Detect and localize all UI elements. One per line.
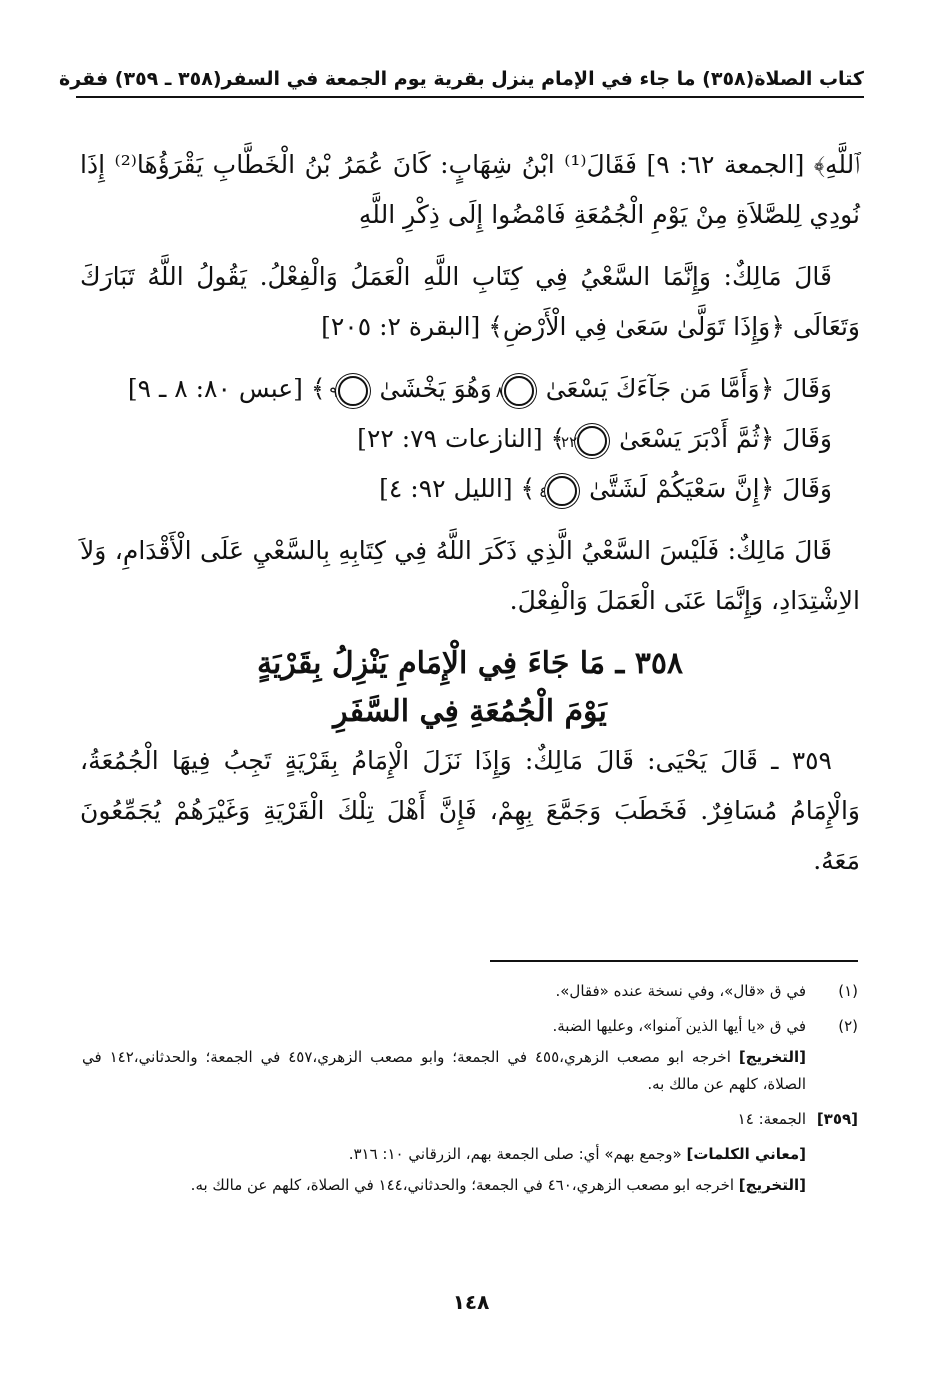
running-header (59, 58, 864, 98)
main-text (80, 140, 860, 886)
takhrij-text: اخرجه ابو مصعب الزهري،٤٦٠ في الجمعة؛ والحدثاني،١٤٤ في الصلاة، كلهم عن مالك به. (190, 1176, 735, 1194)
header-paragraph-range: (٣٥٨ ـ ٣٥٩) فقرة (59, 68, 222, 90)
quote-abasa-start: وَقَالَ ﴿وَأَمَّا مَن جَآءَكَ يَسْعَىٰ (545, 374, 832, 403)
footnote-1 (82, 978, 858, 1005)
maani-text: «وجمع بهم» أي: صلى الجمعة بهم، الزرقاني ١٠: ٣١٦. (348, 1145, 682, 1163)
quote-abasa (80, 364, 860, 414)
quote-layl-end: ﴾ [الليل ٩٢: ٤] (379, 474, 536, 503)
verse-number-marker: ٤ (547, 476, 577, 506)
footnote-number: (٢) (838, 1017, 858, 1035)
quote-layl-start: وَقَالَ ﴿إِنَّ سَعْيَكُمْ لَشَتَّىٰ (589, 474, 832, 503)
header-book-title: كتاب الصلاة (754, 68, 864, 90)
takhrij-label: [التخريج] (738, 1048, 807, 1066)
section-heading-358 (80, 640, 860, 736)
footnote-text: في ق «قال»، وفي نسخة عنده «فقال». (555, 982, 806, 1000)
footnote-separator (490, 960, 858, 962)
paragraph-malik-conclusion: قَالَ مَالِكٌ: فَلَيْسَ السَّعْيُ الَّذِي ذَكَرَ اللَّهُ فِي كِتَابِهِ بِالسَّعْيِ عَلَى الْأَقْدَامِ، وَلاَ الاِشْتِدَادِ، وَإِنَّمَا عَنَى الْعَمَلَ وَالْفِعْلَ. (80, 536, 860, 615)
footnotes (82, 978, 858, 1199)
footnote-text: في ق «يا أيها الذين آمنوا»، وعليها الضبة. (552, 1017, 806, 1035)
takhrij-text: اخرجه ابو مصعب الزهري،٤٥٥ في الجمعة؛ وابو مصعب الزهري،٤٥٧ في الجمعة؛ والحدثاني،١٤٢ في الصلاة، كلهم عن مالك به. (82, 1048, 806, 1093)
page-number: ١٤٨ (452, 1290, 490, 1314)
maani-359 (82, 1141, 858, 1168)
takhrij-label: [التخريج] (738, 1176, 806, 1194)
reference-number: [٣٥٩] (816, 1110, 858, 1128)
verse-number-marker: ٢٢ (577, 426, 607, 456)
reference-359 (82, 1106, 858, 1133)
verse-number-marker: ٩ (338, 376, 368, 406)
footnote-2 (82, 1013, 858, 1040)
footnote-number: (١) (838, 982, 858, 1000)
section-heading-line-1: ٣٥٨ ـ مَا جَاءَ فِي الْإِمَامِ يَنْزِلُ بِقَرْيَةٍ (256, 646, 684, 681)
reference-text: الجمعة: ١٤ (737, 1110, 806, 1128)
quote-naziat-end: ﴾ [النازعات ٧٩: ٢٢] (357, 424, 566, 453)
header-chapter-title: (٣٥٨) ما جاء في الإمام ينزل بقرية يوم الجمعة في السفر (221, 68, 755, 90)
paragraph-malik-saee: قَالَ مَالِكٌ: وَإِنَّمَا السَّعْيُ فِي كِتَابِ اللَّهِ الْعَمَلُ وَالْفِعْلُ. يَقُولُ اللَّهُ تَبَارَكَ وَتَعَالَى ﴿وَإِذَا تَوَلَّىٰ سَعَىٰ فِي الْأَرْضِ﴾ [البقرة ٢: ٢٠٥] (80, 262, 860, 341)
takhrij-358 (82, 1044, 858, 1098)
paragraph-ibn-shihab: ﭐللَّهِ﴾ [الجمعة ٦٢: ٩] فَقَالَ⁽¹⁾ ابْنُ شِهَابٍ: كَانَ عُمَرُ بْنُ الْخَطَّابِ يَقْرَؤُهَا⁽²⁾ إِذَا نُودِي لِلصَّلاَةِ مِنْ يَوْمِ الْجُمُعَةِ فَامْضُوا إِلَى ذِكْرِ اللَّهِ (80, 150, 860, 229)
quote-abasa-middle: وَهُوَ يَخْشَىٰ (379, 374, 492, 403)
quote-layl (80, 464, 860, 514)
verse-number-marker: ٨ (504, 376, 534, 406)
takhrij-359 (82, 1172, 858, 1199)
maani-label: [معاني الكلمات] (686, 1145, 806, 1163)
section-heading-line-2: يَوْمَ الْجُمُعَةِ فِي السَّفَرِ (333, 694, 607, 729)
paragraph-359: ٣٥٩ ـ قَالَ يَحْيَى: قَالَ مَالِكٌ: وَإِذَا نَزَلَ الْإِمَامُ بِقَرْيَةٍ تَجِبُ فِيهَا الْجُمُعَةُ، وَالْإِمَامُ مُسَافِرٌ. فَخَطَبَ وَجَمَّعَ بِهِمْ، فَإِنَّ أَهْلَ تِلْكَ الْقَرْيَةِ وَغَيْرَهُمْ يُجَمِّعُونَ مَعَهُ. (80, 746, 860, 875)
quote-naziat-start: وَقَالَ ﴿ثُمَّ أَدْبَرَ يَسْعَىٰ (619, 424, 832, 453)
quote-naziat (80, 414, 860, 464)
quote-abasa-end: ﴾ [عبس ٨٠: ٨ ـ ٩] (127, 374, 326, 403)
